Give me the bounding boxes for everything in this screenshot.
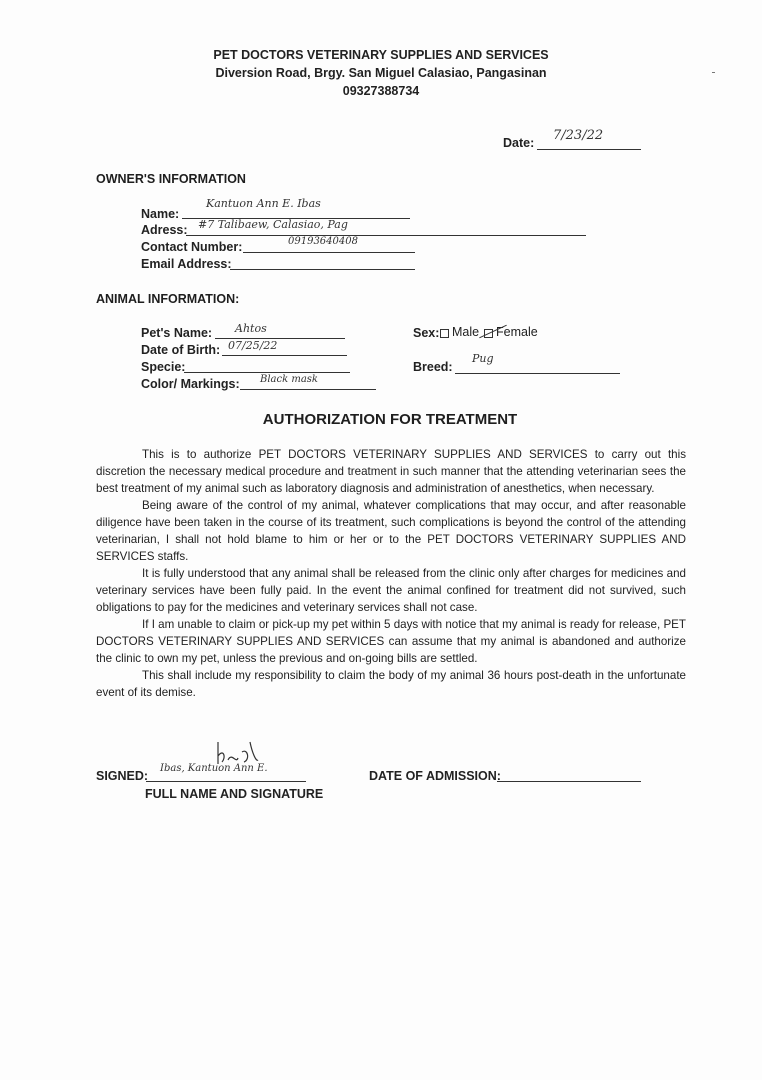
company-phone: 09327388734 [342,84,420,98]
contact-number-line [243,252,415,253]
email-line [230,269,415,270]
owner-section-title: OWNER'S INFORMATION [96,172,246,186]
dob-line [222,355,347,356]
company-name: PET DOCTORS VETERINARY SUPPLIES AND SERVICES [213,48,549,62]
authorization-paragraph-1: This is to authorize PET DOCTORS VETERINARY SUPPLIES AND SERVICES to carry out this discretion the necessary medical procedure and treatment in such manner that the attending veterinarian sees the best treatment of my animal such as laboratory diagnosis and administration of anesthetics, when necessary. [96,448,686,495]
date-value[interactable]: 7/23/22 [553,128,604,143]
sex-label: Sex: [413,326,440,340]
pet-name-label: Pet's Name: [141,326,213,340]
contact-number-value[interactable]: 09193640408 [288,236,358,247]
color-markings-label: Color/ Markings: [141,377,240,391]
female-option: Female [496,325,538,339]
authorization-paragraph-3: It is fully understood that any animal shall be released from the clinic only after charges for medicines and veterinary services have been fully paid. In the event the animal confined for treatment did not survived, such obligations to pay for the medicines and veterinary services shall not case. [96,567,686,614]
date-line [537,149,641,150]
owner-address-label: Adress: [141,223,188,237]
owner-address-value[interactable]: #7 Talibaew, Calasiao, Pag [198,218,348,231]
breed-value[interactable]: Pug [472,352,494,365]
email-label: Email Address: [141,257,232,271]
scan-mark [712,72,715,73]
admission-date-label: DATE OF ADMISSION: [369,769,501,783]
signed-line [146,781,306,782]
authorization-paragraph-2: Being aware of the control of my animal, whatever complications that may occur, and after reasonable diligence have been taken in the course of its treatment, such complications is beyond the control of the attending veterinarian, I shall not hold blame to him or her or to the PET DOCTORS VETERINARY SUPPLIES AND SERVICES staffs. [96,499,686,563]
male-option: Male [452,325,480,339]
contact-number-label: Contact Number: [141,240,243,254]
breed-label: Breed: [413,360,453,374]
signed-value[interactable]: Ibas, Kantuon Ann E. [160,763,268,774]
signed-label: SIGNED: [96,769,149,783]
owner-address-line [186,235,586,236]
specie-line [184,372,350,373]
animal-section-title: ANIMAL INFORMATION: [96,292,240,306]
authorization-paragraph-4: If I am unable to claim or pick-up my pet within 5 days with notice that my animal is ready for release, PET DOCTORS VETERINARY SUPPLIES AND SERVICES can assume that my animal is abandoned and authorize the clinic to own my pet, unless the previous and on-going bills are settled. [96,618,686,665]
authorization-title: AUTHORIZATION FOR TREATMENT [262,411,518,428]
male-checkbox[interactable] [440,329,449,338]
signature-caption: FULL NAME AND SIGNATURE [145,787,324,801]
color-markings-line [240,389,376,390]
owner-name-value[interactable]: Kantuon Ann E. Ibas [206,197,321,210]
admission-date-line [497,781,641,782]
color-markings-value[interactable]: Black mask [260,374,318,385]
pet-name-value[interactable]: Ahtos [235,322,267,335]
authorization-body [96,446,686,701]
breed-line [455,373,620,374]
dob-value[interactable]: 07/25/22 [228,339,278,352]
date-label: Date: [503,136,535,150]
specie-label: Specie: [141,360,186,374]
owner-name-label: Name: [141,207,180,221]
dob-label: Date of Birth: [141,343,221,357]
company-address: Diversion Road, Brgy. San Miguel Calasiao, Pangasinan [215,66,547,80]
authorization-paragraph-5: This shall include my responsibility to claim the body of my animal 36 hours post-death in the unfortunate event of its demise. [96,669,686,699]
